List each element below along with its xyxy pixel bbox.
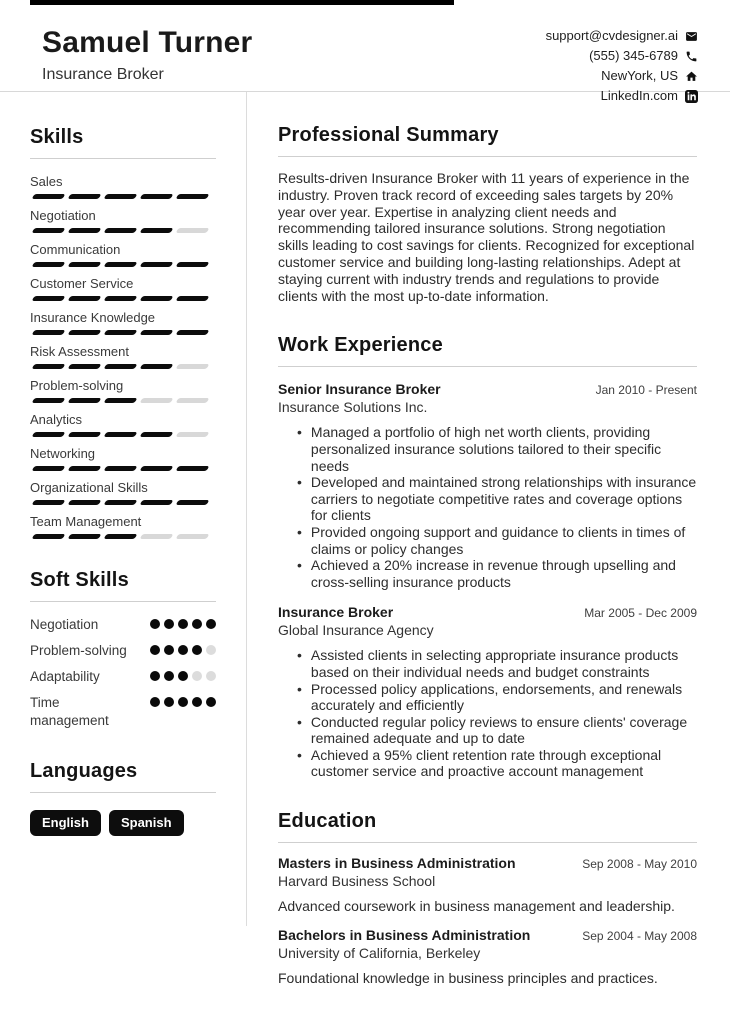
skill-bar-segment	[175, 466, 209, 471]
job-header	[278, 604, 697, 620]
skill-bar-segment	[103, 262, 137, 267]
skill-level-bar	[33, 194, 216, 199]
person-job-title: Insurance Broker	[42, 66, 164, 83]
soft-skill-label: Adaptability	[30, 669, 100, 684]
skill-item	[30, 208, 216, 233]
skill-label: Sales	[30, 174, 63, 189]
bullet-marker: •	[297, 647, 302, 664]
soft-skill-dot	[206, 619, 216, 629]
soft-skill-dot	[192, 619, 202, 629]
soft-skill-dot	[164, 697, 174, 707]
skill-item	[30, 276, 216, 301]
skill-bar-segment	[103, 500, 137, 505]
bullet-marker: •	[297, 557, 302, 574]
skill-item	[30, 378, 216, 403]
soft-skill-dot	[178, 645, 188, 655]
soft-skill-dot	[150, 697, 160, 707]
skills-list	[30, 174, 216, 539]
skill-bar-segment	[31, 296, 65, 301]
skill-bar-segment	[103, 330, 137, 335]
soft-skill-dots	[150, 671, 216, 681]
summary-section	[278, 124, 697, 304]
skill-bar-segment	[175, 500, 209, 505]
bullet-text: Managed a portfolio of high net worth clients, providing personalized insurance solutions tailored to their specific needs	[310, 424, 662, 474]
bullet-marker: •	[297, 523, 302, 540]
bullet-text: Provided ongoing support and guidance to clients in times of claims or policy changes	[310, 523, 686, 557]
skill-bar-segment	[175, 330, 209, 335]
job-bullet	[278, 681, 697, 714]
skill-label: Organizational Skills	[30, 480, 148, 495]
skill-bar-segment	[103, 398, 137, 403]
skill-level-bar	[33, 330, 216, 335]
skill-bar-segment	[67, 534, 101, 539]
top-accent-bar	[30, 0, 454, 5]
contact-row	[546, 28, 698, 44]
skill-bar-segment	[67, 330, 101, 335]
header	[0, 0, 730, 103]
job-bullet	[278, 424, 697, 474]
skill-bar-segment	[103, 364, 137, 369]
soft-skill-row	[30, 616, 216, 634]
skill-bar-segment	[139, 194, 173, 199]
education-description: Foundational knowledge in business principles and practices.	[278, 969, 658, 986]
bullet-marker: •	[297, 713, 302, 730]
home-icon	[685, 70, 698, 83]
skill-bar-segment	[67, 466, 101, 471]
job-dates: Jan 2010 - Present	[595, 383, 697, 398]
job-dates: Mar 2005 - Dec 2009	[584, 606, 697, 621]
skill-bar-segment	[67, 296, 101, 301]
skill-level-bar	[33, 296, 216, 301]
skill-bar-segment	[31, 228, 65, 233]
skill-bar-segment	[139, 500, 173, 505]
soft-skill-dot	[178, 697, 188, 707]
soft-skill-dot	[206, 645, 216, 655]
skill-label: Analytics	[30, 412, 83, 427]
education-description: Advanced coursework in business management and leadership.	[278, 898, 675, 915]
experience-heading: Work Experience	[278, 334, 697, 367]
skill-bar-segment	[31, 432, 65, 437]
language-pill: Spanish	[109, 810, 184, 836]
contact-row	[589, 48, 698, 64]
skill-level-bar	[33, 398, 216, 403]
education-dates: Sep 2004 - May 2008	[582, 928, 697, 943]
education-heading: Education	[278, 810, 697, 843]
education-dates: Sep 2008 - May 2010	[582, 857, 697, 872]
skill-label: Team Management	[30, 514, 142, 529]
skills-heading: Skills	[30, 126, 216, 159]
job-entry	[278, 604, 697, 780]
skill-bar-segment	[103, 432, 137, 437]
soft-skill-dots	[150, 697, 216, 707]
skill-bar-segment	[175, 432, 209, 437]
soft-skill-row	[30, 668, 216, 686]
skill-bar-segment	[67, 262, 101, 267]
bullet-text: Processed policy applications, endorsements, and renewals accurately and efficiently	[310, 680, 683, 714]
skill-level-bar	[33, 364, 216, 369]
education-entry	[278, 855, 697, 915]
skill-bar-segment	[139, 296, 173, 301]
contact-text: support@cvdesigner.ai	[545, 28, 678, 43]
skill-bar-segment	[139, 466, 173, 471]
left-column	[0, 92, 246, 986]
skill-item	[30, 310, 216, 335]
contact-row	[601, 68, 698, 84]
soft-skill-dot	[206, 697, 216, 707]
skill-level-bar	[33, 500, 216, 505]
soft-skill-label: Time management	[30, 695, 109, 728]
job-company: Global Insurance Agency	[278, 622, 434, 639]
soft-skills-section	[30, 569, 216, 730]
skill-bar-segment	[31, 500, 65, 505]
job-bullet	[278, 747, 697, 780]
skill-bar-segment	[139, 330, 173, 335]
education-section	[278, 810, 697, 986]
skill-level-bar	[33, 228, 216, 233]
soft-skill-label: Negotiation	[30, 617, 99, 632]
skill-bar-segment	[175, 534, 209, 539]
jobs-list	[278, 381, 697, 780]
soft-skill-dot	[150, 671, 160, 681]
skill-bar-segment	[67, 364, 101, 369]
contact-text: LinkedIn.com	[600, 88, 678, 103]
skill-bar-segment	[139, 432, 173, 437]
summary-text: Results-driven Insurance Broker with 11 years of experience in the industry. Proven track record of exceeding sales targets by 20% year over year. Expertise in analyzing client needs and recommending tailored insurance solutions. Strong negotiation skills leading to cost savings for clients. Recognized for exceptional customer service and building long-lasting relationships. Adept at staying current with industry trends and regulations to provide clients with the most up-to-date information.	[278, 170, 695, 304]
skill-item	[30, 174, 216, 199]
skill-level-bar	[33, 262, 216, 267]
bullet-marker: •	[297, 746, 302, 763]
skill-bar-segment	[31, 330, 65, 335]
skill-bar-segment	[67, 500, 101, 505]
skill-bar-segment	[175, 296, 209, 301]
skill-bar-segment	[175, 194, 209, 199]
skill-bar-segment	[175, 228, 209, 233]
skill-bar-segment	[139, 398, 173, 403]
skill-bar-segment	[103, 194, 137, 199]
skill-bar-segment	[31, 262, 65, 267]
right-column	[247, 92, 730, 986]
languages-heading: Languages	[30, 760, 216, 793]
skill-label: Customer Service	[30, 276, 134, 291]
skill-bar-segment	[175, 398, 209, 403]
soft-skill-row	[30, 642, 216, 660]
skill-label: Communication	[30, 242, 121, 257]
education-entry	[278, 927, 697, 987]
skill-bar-segment	[175, 364, 209, 369]
skill-bar-segment	[67, 398, 101, 403]
soft-skills-heading: Soft Skills	[30, 569, 216, 602]
skill-bar-segment	[103, 466, 137, 471]
skill-bar-segment	[67, 194, 101, 199]
contact-text: NewYork, US	[601, 68, 678, 83]
summary-heading: Professional Summary	[278, 124, 697, 157]
soft-skill-row	[30, 694, 216, 730]
soft-skill-dot	[178, 619, 188, 629]
soft-skill-dot	[192, 697, 202, 707]
skill-bar-segment	[139, 262, 173, 267]
skill-label: Problem-solving	[30, 378, 124, 393]
job-bullet	[278, 474, 697, 524]
job-title: Insurance Broker	[278, 604, 394, 621]
skill-level-bar	[33, 534, 216, 539]
job-bullets	[278, 424, 697, 590]
job-bullet	[278, 557, 697, 590]
soft-skill-dot	[164, 671, 174, 681]
person-name: Samuel Turner	[42, 26, 253, 59]
skill-bar-segment	[139, 364, 173, 369]
languages-list	[30, 810, 216, 836]
skill-bar-segment	[31, 398, 65, 403]
job-bullet	[278, 714, 697, 747]
languages-section	[30, 760, 216, 836]
contact-text: (555) 345-6789	[589, 48, 678, 63]
skill-item	[30, 242, 216, 267]
skill-bar-segment	[31, 534, 65, 539]
phone-icon	[685, 50, 698, 63]
bullet-marker: •	[297, 424, 302, 441]
job-entry	[278, 381, 697, 590]
soft-skill-dot	[192, 645, 202, 655]
skill-bar-segment	[103, 296, 137, 301]
skill-bar-segment	[67, 432, 101, 437]
degree-title: Masters in Business Administration	[278, 855, 516, 872]
bullet-text: Developed and maintained strong relationships with insurance carriers to negotiate competitive rates and coverage options for clients	[310, 474, 697, 524]
job-header	[278, 381, 697, 397]
skill-label: Risk Assessment	[30, 344, 129, 359]
skill-level-bar	[33, 432, 216, 437]
soft-skills-list	[30, 616, 216, 730]
degree-title: Bachelors in Business Administration	[278, 926, 531, 943]
bullet-text: Conducted regular policy reviews to ensure clients' coverage remained adequate and up to date	[310, 713, 688, 747]
soft-skill-dot	[178, 671, 188, 681]
soft-skill-dots	[150, 645, 216, 655]
experience-section	[278, 334, 697, 780]
education-header	[278, 927, 697, 943]
soft-skill-dot	[150, 645, 160, 655]
soft-skill-dot	[192, 671, 202, 681]
email-icon	[685, 30, 698, 43]
soft-skill-dot	[164, 645, 174, 655]
skill-bar-segment	[175, 262, 209, 267]
skill-bar-segment	[139, 228, 173, 233]
header-identity	[42, 27, 252, 84]
soft-skill-label: Problem-solving	[30, 643, 127, 658]
skill-bar-segment	[139, 534, 173, 539]
school-name: Harvard Business School	[278, 873, 436, 890]
bullet-text: Achieved a 95% client retention rate through exceptional customer service and proactive account management	[310, 746, 662, 780]
bullet-marker: •	[297, 474, 302, 491]
skill-item	[30, 344, 216, 369]
skills-section	[30, 126, 216, 539]
soft-skill-dots	[150, 619, 216, 629]
bullet-text: Achieved a 20% increase in revenue through upselling and cross-selling insurance products	[310, 557, 676, 590]
language-pill: English	[30, 810, 101, 836]
job-bullet	[278, 524, 697, 557]
skill-bar-segment	[31, 194, 65, 199]
skill-item	[30, 446, 216, 471]
education-list	[278, 855, 697, 986]
job-company: Insurance Solutions Inc.	[278, 399, 428, 416]
skill-label: Insurance Knowledge	[30, 310, 156, 325]
soft-skill-dot	[164, 619, 174, 629]
job-bullet	[278, 647, 697, 680]
skill-item	[30, 480, 216, 505]
bullet-text: Assisted clients in selecting appropriate insurance products based on their individual needs and budget constraints	[310, 647, 679, 680]
soft-skill-dot	[206, 671, 216, 681]
education-header	[278, 855, 697, 871]
skill-bar-segment	[67, 228, 101, 233]
skill-bar-segment	[31, 364, 65, 369]
job-bullets	[278, 647, 697, 780]
skill-bar-segment	[31, 466, 65, 471]
skill-bar-segment	[103, 534, 137, 539]
skill-bar-segment	[103, 228, 137, 233]
skill-label: Negotiation	[30, 208, 96, 223]
job-title: Senior Insurance Broker	[278, 381, 441, 398]
bullet-marker: •	[297, 680, 302, 697]
skill-level-bar	[33, 466, 216, 471]
resume-body	[0, 92, 730, 986]
school-name: University of California, Berkeley	[278, 944, 481, 961]
skill-item	[30, 412, 216, 437]
soft-skill-dot	[150, 619, 160, 629]
skill-item	[30, 514, 216, 539]
skill-label: Networking	[30, 446, 96, 461]
